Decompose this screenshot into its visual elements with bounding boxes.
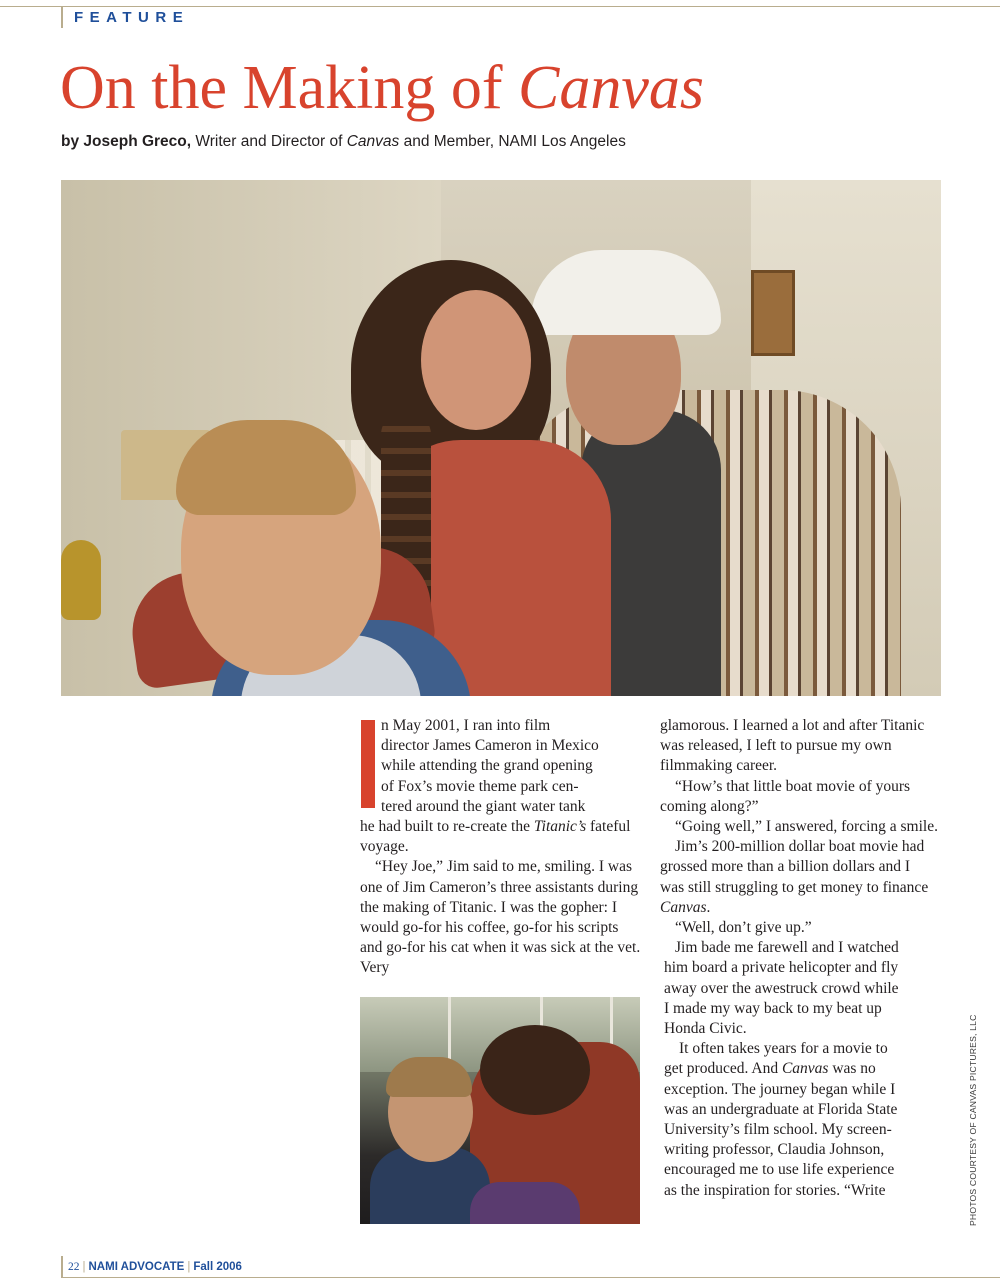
text-italic: Canvas <box>781 1060 829 1078</box>
photo-vase <box>61 540 101 620</box>
text-run: he had built to re-create the <box>360 818 534 835</box>
byline-role-after: and Member, NAMI Los Angeles <box>399 133 626 150</box>
text-line: Honda Civic. <box>664 1020 747 1038</box>
photo-credit: PHOTOS COURTESY OF CANVAS PICTURES, LLC <box>968 1014 978 1226</box>
text-line <box>664 1059 938 1079</box>
page-footer <box>68 1261 242 1273</box>
text-line: I made my way back to my beat up <box>664 999 882 1017</box>
paragraph <box>360 817 642 857</box>
opening-line: n May 2001, I ran into film <box>381 717 551 734</box>
bottom-tick <box>61 1256 63 1278</box>
text-line: exception. The journey began while I <box>664 1080 896 1098</box>
article-column-2 <box>660 716 938 1201</box>
text-italic: Canvas <box>660 898 707 916</box>
footer-separator: | <box>82 1261 86 1273</box>
section-tick <box>61 6 63 28</box>
text-line: away over the awestruck crowd while <box>664 979 899 997</box>
paragraph: “Hey Joe,” Jim said to me, smiling. I was one of Jim Cameron’s three assistants during the making of Titanic. I was the gopher: I would go-for his coffee, go-for his scripts and go-for his cat when it was sick at the vet. Very <box>360 858 641 977</box>
title-italic: Canvas <box>518 54 705 122</box>
text-run: get produced. And <box>664 1060 782 1078</box>
article-column-1 <box>360 817 642 979</box>
issue-date: Fall 2006 <box>193 1261 242 1273</box>
footer-separator: | <box>187 1261 191 1273</box>
photo-frame <box>751 270 795 356</box>
mother-son-photo <box>360 997 640 1224</box>
text-line: as the inspiration for stories. “Write <box>664 1181 886 1199</box>
family-portrait-photo <box>61 180 941 696</box>
paragraph: “Going well,” I answered, forcing a smile. <box>675 818 938 836</box>
photo-woman-hair <box>480 1025 590 1115</box>
paragraph-wrapped <box>660 938 938 1201</box>
article-title <box>60 50 704 126</box>
bottom-rule <box>61 1277 1000 1278</box>
text-italic: Titanic’s <box>533 818 587 835</box>
text-run: was no <box>828 1060 876 1078</box>
opening-line: tered around the giant water tank <box>381 797 586 815</box>
title-main: On the Making of <box>60 54 519 122</box>
photo-boy-hair <box>386 1057 472 1097</box>
byline <box>61 133 626 151</box>
text-run: fateful voyage. <box>360 818 631 856</box>
photo-man-cap <box>531 250 721 335</box>
byline-film: Canvas <box>346 133 400 150</box>
opening-line: while attending the grand opening <box>381 757 593 775</box>
section-label: FEATURE <box>74 9 190 26</box>
byline-role-before: Writer and Director of <box>191 133 347 150</box>
byline-author: by Joseph Greco, <box>61 133 192 150</box>
photo-woman-face <box>421 290 531 430</box>
paragraph <box>660 837 938 918</box>
text-run: . <box>706 898 711 916</box>
paragraph: “Well, don’t give up.” <box>675 919 812 937</box>
text-line: encouraged me to use life experience <box>664 1161 895 1179</box>
drop-cap-i <box>361 720 375 808</box>
page-number: 22 <box>68 1261 80 1273</box>
text-run: Jim’s 200-million dollar boat movie had grossed more than a billion dollars and I was still struggling to get money to finance <box>660 838 929 896</box>
text-line: It often takes years for a movie to <box>679 1040 888 1058</box>
text-line: Jim bade me farewell and I watched <box>675 939 899 957</box>
paragraph: glamorous. I learned a lot and after Titanic was released, I left to pursue my own filmmaking career. <box>660 717 925 775</box>
top-rule <box>0 6 1000 7</box>
text-line: him board a private helicopter and fly <box>664 959 899 977</box>
opening-line: of Fox’s movie theme park cen- <box>381 777 579 795</box>
paragraph: “How’s that little boat movie of yours coming along?” <box>660 777 911 815</box>
photo-blanket <box>470 1182 580 1224</box>
opening-line: director James Cameron in Mexico <box>381 737 599 755</box>
article-opening <box>381 716 641 817</box>
text-line: writing professor, Claudia Johnson, <box>664 1141 885 1159</box>
text-line: was an undergraduate at Florida State <box>664 1100 898 1118</box>
publication-name: NAMI ADVOCATE <box>88 1261 185 1273</box>
text-line: University’s film school. My screen- <box>664 1121 892 1139</box>
